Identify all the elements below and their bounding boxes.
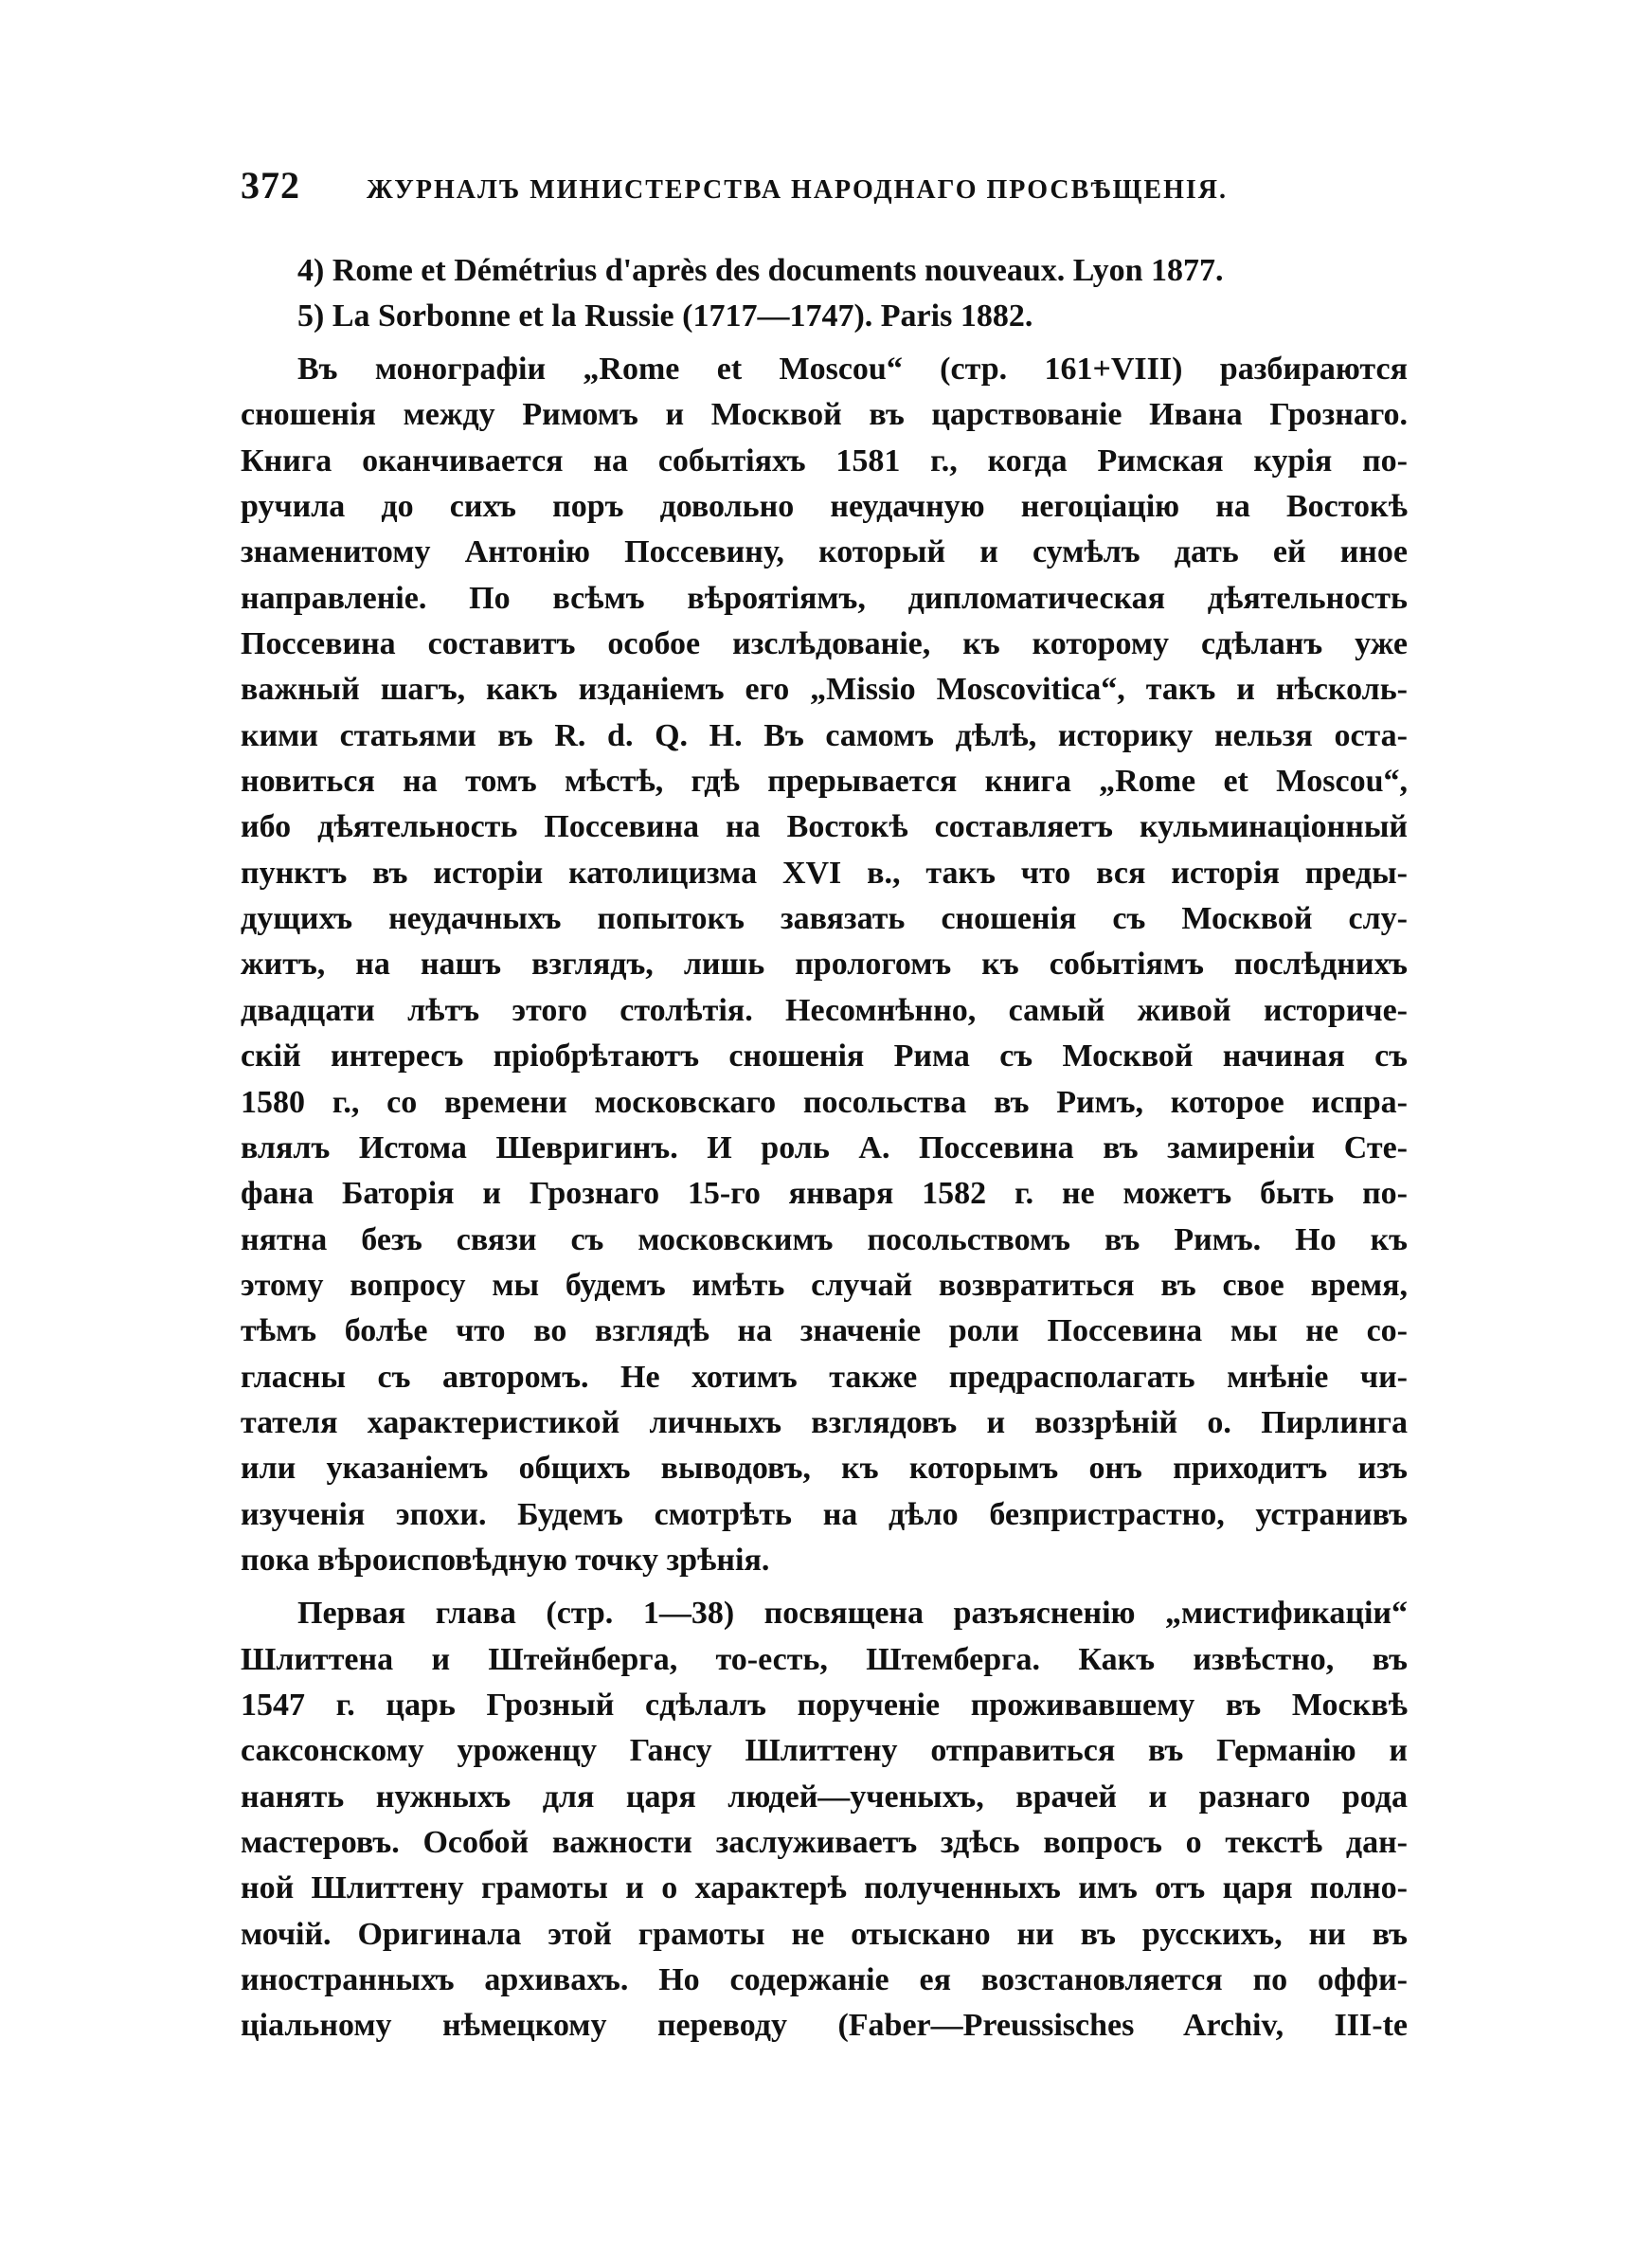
text-line: скій интересъ пріобрѣтаютъ сношенія Рима съ Москвой начиная съ: [241, 1038, 1408, 1074]
text-line: нятна безъ связи съ московскимъ посольствомъ въ Римъ. Но къ: [241, 1221, 1408, 1257]
text-line: дущихъ неудачныхъ попытокъ завязать сношенія съ Москвой слу-: [241, 901, 1408, 937]
text-line: мастеровъ. Особой важности заслуживаетъ здѣсь вопросъ о текстѣ дан-: [241, 1825, 1408, 1860]
text-line: изученія эпохи. Будемъ смотрѣть на дѣло безпристрастно, устранивъ: [241, 1496, 1408, 1532]
text-line: важный шагъ, какъ изданіемъ его „Missio Moscovitica“, такъ и нѣсколь-: [241, 672, 1408, 708]
text-line: 1580 г., со времени московскаго посольства въ Римъ, которое испра-: [241, 1084, 1408, 1120]
text-line: житъ, на нашъ взглядъ, лишь прологомъ къ событіямъ послѣднихъ: [241, 947, 1408, 983]
text-line: ручила до сихъ поръ довольно неудачную негоціацію на Востокѣ: [241, 489, 1408, 525]
text-line: сношенія между Римомъ и Москвой въ царствованіе Ивана Грознаго.: [241, 397, 1408, 433]
text-line: Первая глава (стр. 1—38) посвящена разъясненію „мистификаціи“: [297, 1596, 1408, 1632]
text-line: ной Шлиттену грамоты и о характерѣ полученныхъ имъ отъ царя полно-: [241, 1870, 1408, 1906]
paragraph-1: [241, 347, 1408, 1583]
page-number: 372: [241, 164, 300, 207]
text-line: тѣмъ болѣе что во взглядѣ на значеніе роли Поссевина мы не со-: [241, 1313, 1408, 1349]
text-line: пока вѣроисповѣдную точку зрѣнія.: [241, 1542, 770, 1578]
text-line: направленіе. По всѣмъ вѣроятіямъ, дипломатическая дѣятельность: [241, 580, 1408, 616]
text-line: иностранныхъ архивахъ. Но содержаніе ея возстановляется по оффи-: [241, 1962, 1408, 1998]
text-line: фана Баторія и Грознаго 15-го января 1582 г. не можетъ быть по-: [241, 1176, 1408, 1212]
text-line: мочій. Оригинала этой грамоты не отыскано ни въ русскихъ, ни въ: [241, 1916, 1408, 1952]
text-line: новиться на томъ мѣстѣ, гдѣ прерывается книга „Rome et Moscou“,: [241, 764, 1408, 800]
text-line: Поссевина составитъ особое изслѣдованіе, къ которому сдѣланъ уже: [241, 626, 1408, 662]
paragraph-2: [241, 1591, 1408, 2049]
text-line: тателя характеристикой личныхъ взглядовъ и воззрѣній о. Пирлинга: [241, 1404, 1408, 1440]
text-line: двадцати лѣтъ этого столѣтія. Несомнѣнно, самый живой историче-: [241, 992, 1408, 1028]
text-line: саксонскому уроженцу Гансу Шлиттену отправиться въ Германію и: [241, 1733, 1408, 1769]
text-line: ибо дѣятельность Поссевина на Востокѣ составляетъ кульминаціонный: [241, 809, 1408, 845]
text-line: пунктъ въ исторіи католицизма XVI в., такъ что вся исторія преды-: [241, 855, 1408, 891]
page-body: [241, 248, 1408, 2049]
text-line: Шлиттена и Штейнберга, то-есть, Штемберга. Какъ извѣстно, въ: [241, 1641, 1408, 1677]
text-line: кими статьями въ R. d. Q. H. Въ самомъ дѣлѣ, историку нельзя оста-: [241, 717, 1408, 753]
text-line: гласны съ авторомъ. Не хотимъ также предрасполагать мнѣніе чи-: [241, 1359, 1408, 1395]
running-title: ЖУРНАЛЪ МИНИСТЕРСТВА НАРОДНАГО ПРОСВѢЩЕНІЯ.: [367, 175, 1228, 205]
text-line: нанять нужныхъ для царя людей—ученыхъ, врачей и разнаго рода: [241, 1779, 1408, 1815]
text-line: или указаніемъ общихъ выводовъ, къ которымъ онъ приходитъ изъ: [241, 1451, 1408, 1487]
references-list: [241, 248, 1408, 339]
text-line: ціальному нѣмецкому переводу (Faber—Preussisches Archiv, III-te: [241, 2008, 1408, 2044]
text-line: этому вопросу мы будемъ имѣть случай возвратиться въ свое время,: [241, 1267, 1408, 1303]
text-line: знаменитому Антонію Поссевину, который и сумѣлъ дать ей иное: [241, 534, 1408, 570]
text-line: Книга оканчивается на событіяхъ 1581 г., когда Римская курія по-: [241, 442, 1408, 478]
page-header: [241, 163, 1406, 220]
reference-item: 4) Rome et Démétrius d'après des documents nouveaux. Lyon 1877.: [297, 253, 1224, 288]
text-line: Въ монографіи „Rome et Moscou“ (стр. 161+VIII) разбираются: [297, 352, 1408, 387]
text-line: 1547 г. царь Грозный сдѣлалъ порученіе проживавшему въ Москвѣ: [241, 1687, 1408, 1723]
reference-item: 5) La Sorbonne et la Russie (1717—1747). Paris 1882.: [297, 298, 1033, 334]
text-line: влялъ Истома Шевригинъ. И роль А. Поссевина въ замиреніи Сте-: [241, 1129, 1408, 1165]
